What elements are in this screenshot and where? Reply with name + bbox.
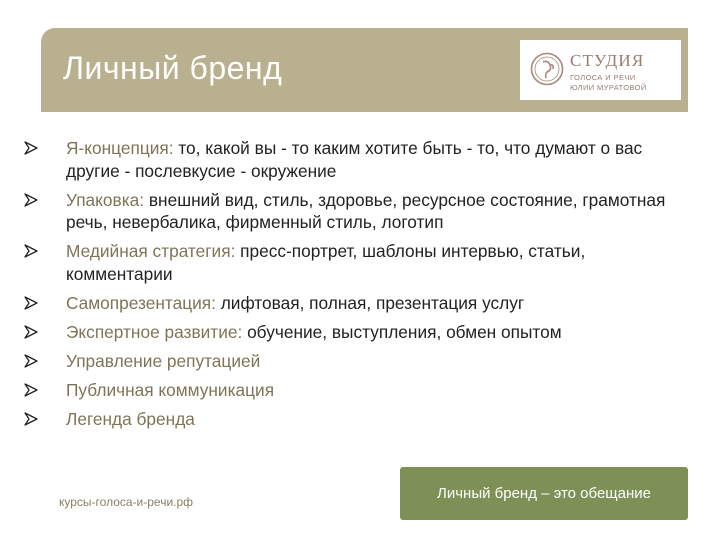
item-text: внешний вид, стиль, здоровье, ресурсное состояние, грамотная речь, невербалика, фирменный стиль, логотип — [66, 189, 666, 232]
item-text: пресс-портрет, шаблоны интервью, статьи, комментарии — [66, 241, 586, 284]
list-item — [24, 137, 684, 182]
logo-subtitle-2: ЮЛИИ МУРАТОВОЙ — [570, 83, 647, 92]
item-key: Легенда бренда — [66, 408, 195, 429]
arrow-bullet-icon — [24, 354, 38, 368]
list-item — [24, 189, 684, 234]
list-item — [24, 292, 684, 315]
item-key: Экспертное развитие: — [66, 321, 243, 342]
list-item — [24, 379, 684, 402]
logo-title: СТУДИЯ — [570, 51, 645, 70]
list-item — [24, 321, 684, 344]
arrow-bullet-icon — [24, 141, 38, 155]
list-item — [24, 240, 684, 285]
arrow-bullet-icon — [24, 296, 38, 310]
list-item — [24, 350, 684, 373]
item-key: Самопрезентация: — [66, 292, 216, 313]
item-key: Публичная коммуникация — [66, 379, 275, 400]
header-banner — [41, 28, 688, 112]
arrow-bullet-icon — [24, 412, 38, 426]
arrow-bullet-icon — [24, 383, 38, 397]
arrow-bullet-icon — [24, 325, 38, 339]
item-key: Медийная стратегия: — [66, 241, 236, 261]
item-key: Управление репутацией — [66, 350, 261, 371]
item-key: Упаковка: — [66, 189, 145, 210]
item-key: Я-концепция: — [66, 138, 174, 158]
slogan-text: Личный бренд – это обещание — [437, 485, 651, 502]
arrow-bullet-icon — [24, 244, 38, 258]
arrow-bullet-icon — [24, 193, 38, 207]
item-text: лифтовая, полная, презентация услуг — [215, 292, 525, 313]
bullet-list — [24, 137, 684, 437]
item-text: обучение, выступления, обмен опытом — [242, 321, 562, 342]
studio-logo — [520, 40, 681, 100]
page-title: Личный бренд — [63, 50, 283, 86]
list-item — [24, 408, 684, 431]
logo-subtitle-1: ГОЛОСА И РЕЧИ — [570, 73, 636, 82]
slogan-banner — [400, 467, 688, 520]
logo-emblem-icon — [530, 52, 564, 86]
item-text: то, какой вы - то каким хотите быть - то, что думают о вас другие - послевкусие - окружение — [66, 138, 643, 181]
site-link[interactable]: курсы-голоса-и-речи.рф — [59, 495, 194, 509]
